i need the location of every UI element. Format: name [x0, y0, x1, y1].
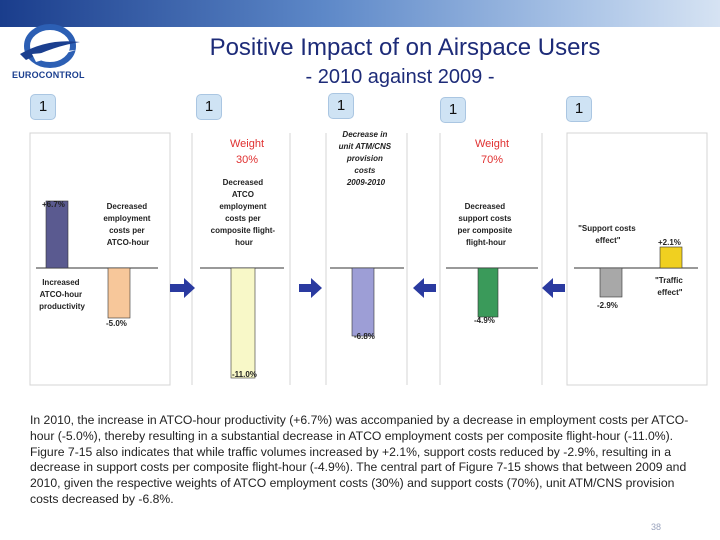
badge-1: 1 — [30, 94, 56, 120]
label-employment-costs: Decreased employment costs per ATCO-hour — [103, 202, 151, 247]
badge-3: 1 — [328, 93, 354, 119]
top-banner — [0, 0, 720, 27]
value-label-support-effect: -2.9% — [597, 301, 618, 310]
weight-value-70: 70% — [480, 154, 504, 166]
label-atco-employment: Decreased ATCO employment costs per composite flight- hour — [210, 178, 276, 247]
logo-text: EUROCONTROL — [12, 70, 85, 80]
label-support-costs: Decreased support costs per composite flight-hour — [457, 202, 513, 247]
weight-value-30: 30% — [235, 154, 259, 166]
bar-atm-cns-cost — [352, 268, 374, 336]
panel-frame-5 — [567, 133, 707, 385]
arrow-left-1-icon — [413, 278, 436, 298]
weight-label-70: Weight — [474, 138, 510, 150]
arrow-right-1-icon — [170, 278, 195, 298]
figure-caption: In 2010, the increase in ATCO-hour productivity (+6.7%) was accompanied by a decrease in employment costs per ATCO-hour (-5.0%), thereby resulting in a substantial decrease in ATCO employment costs per composite flight-hour (-11.0%). Figure 7-15 also indicates that while traffic volumes increased by +2.1%, support costs reduced by -2.9%, resulting in a decrease in support costs per composite flight-hour (-4.9%). The central part of Figure 7-15 shows that between 2009 and 2010, given the respective weights of ATCO employment costs (30%) and support costs (70%), unit ATM/CNS provision costs decreased by -6.8%. — [30, 413, 689, 506]
slide-title: Positive Impact of on Airspace Users — [209, 34, 601, 61]
arrow-left-2-icon — [542, 278, 565, 298]
value-label-atco: -11.0% — [232, 370, 257, 379]
value-label-support: -4.9% — [474, 316, 495, 325]
value-label-productivity: +6.7% — [42, 200, 65, 209]
bar-support-costs — [478, 268, 498, 317]
bar-employment-costs — [108, 268, 130, 318]
weight-label-30: Weight — [229, 138, 265, 150]
label-atm-cns: Decrease in unit ATM/CNS provision costs 2009-2010 — [338, 130, 392, 187]
bar-support-effect — [600, 268, 622, 297]
value-label-traffic: +2.1% — [658, 238, 681, 247]
label-support-effect: "Support costs effect" — [578, 224, 636, 245]
badge-2: 1 — [196, 94, 222, 120]
impact-chart — [22, 125, 712, 393]
badge-5: 1 — [566, 96, 592, 122]
label-productivity: Increased ATCO-hour productivity — [39, 278, 85, 311]
value-label-atm-cns: -6.8% — [354, 332, 375, 341]
value-label-employment: -5.0% — [106, 319, 127, 328]
page-number: 38 — [651, 522, 662, 532]
bar-traffic-effect — [660, 247, 682, 268]
badge-4: 1 — [440, 97, 466, 123]
bar-atco-employment — [231, 268, 255, 378]
slide-subtitle: - 2010 against 2009 - — [305, 66, 495, 88]
bar-productivity — [46, 201, 68, 268]
arrow-right-2-icon — [299, 278, 322, 298]
label-traffic-effect: "Traffic effect" — [654, 276, 683, 297]
